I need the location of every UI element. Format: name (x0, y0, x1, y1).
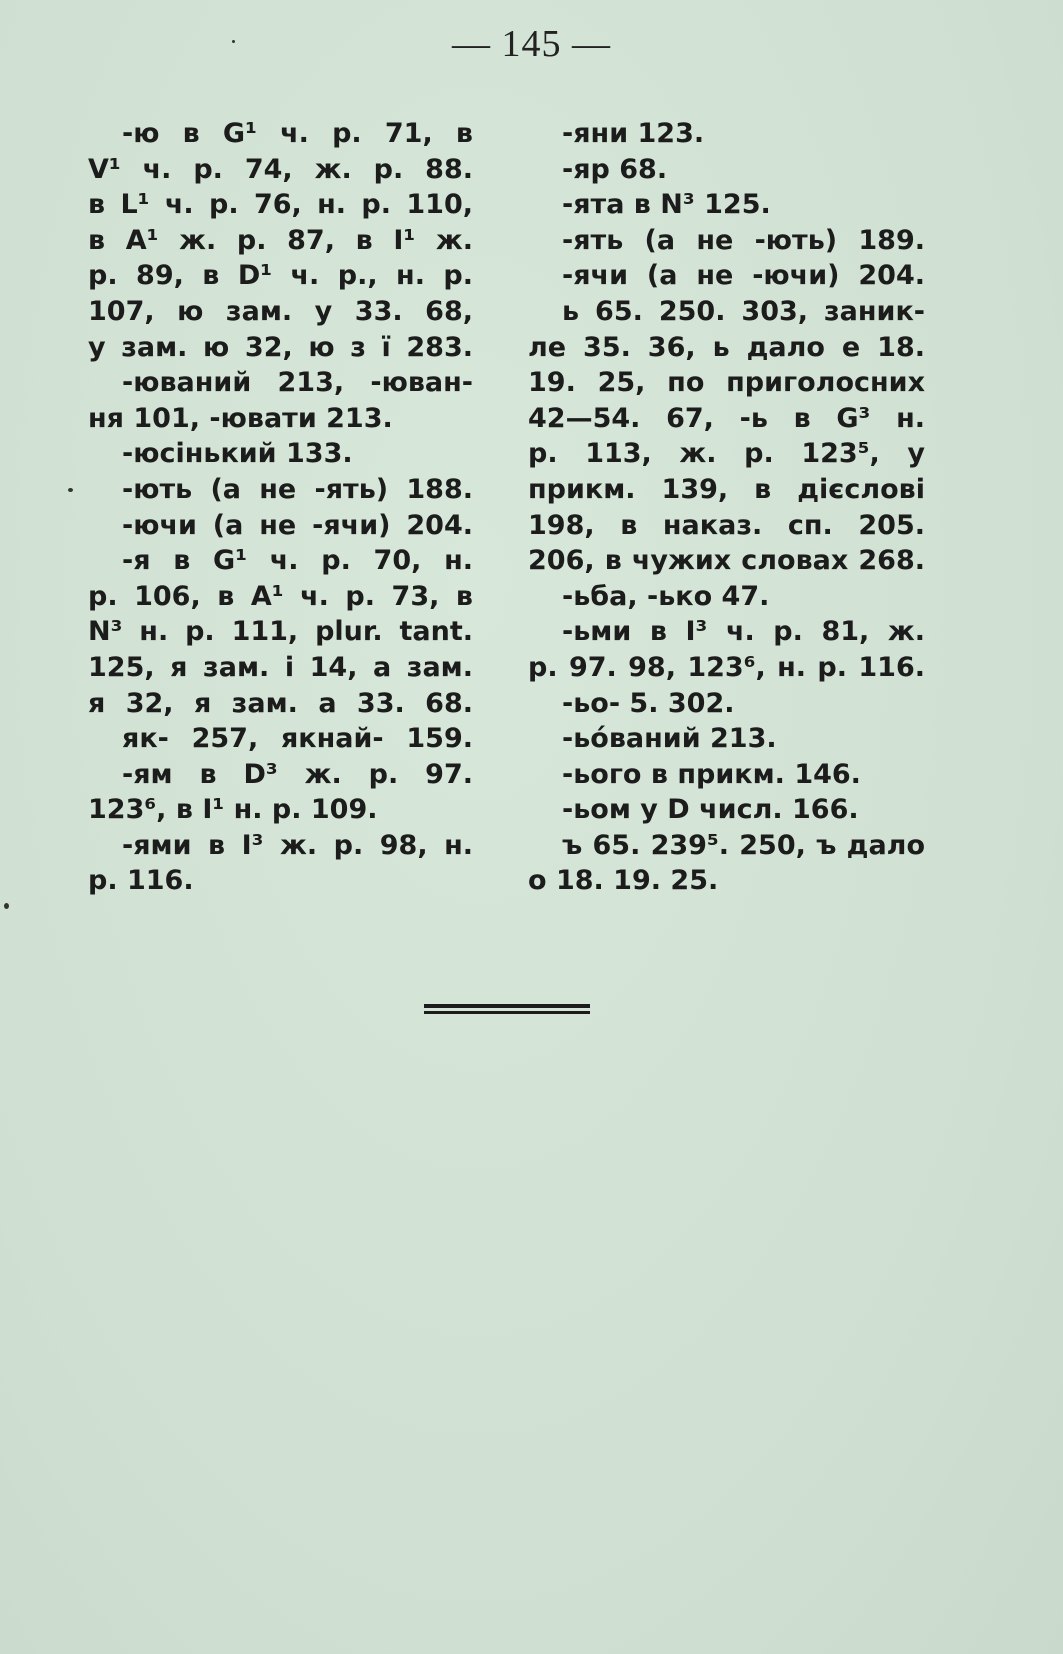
index-entry-line: -ього в прикм. 146. (562, 758, 861, 790)
index-entry-line: о 18. 19. 25. (528, 865, 719, 897)
index-entry-line: 42—54. 67, -ь в G³ н. (528, 402, 925, 434)
index-entry-line: я 32, я зам. а 33. 68. (88, 687, 473, 719)
index-entry-line: 19. 25, по приголосних (528, 367, 925, 399)
index-entry-line: -ям в D³ ж. р. 97. (122, 758, 473, 790)
index-entry-line: ле 35. 36, ь дало е 18. (528, 331, 925, 363)
index-entry-line: V¹ ч. р. 74, ж. р. 88. (88, 153, 473, 185)
index-entry-line: -юсінький 133. (122, 438, 353, 470)
index-entry-line: -ьми в I³ ч. р. 81, ж. (562, 616, 925, 648)
index-entry-line: -ю в G¹ ч. р. 71, в (122, 118, 473, 149)
index-entry-line: -ями в I³ ж. р. 98, н. (122, 829, 473, 861)
index-entry-line: у зам. ю 32, ю з ї 283. (88, 331, 473, 363)
index-entry-line: -ьом у D числ. 166. (562, 794, 859, 826)
index-entry-line: -ьба, -ько 47. (562, 580, 770, 612)
print-speck (232, 40, 235, 43)
index-entry-line: -ьо- 5. 302. (562, 687, 735, 719)
index-column-right (528, 116, 925, 899)
index-entry-line: р. 106, в A¹ ч. р. 73, в (88, 580, 473, 612)
index-entry-line: 123⁶, в I¹ н. р. 109. (88, 794, 378, 826)
rule-line-bottom (424, 1011, 590, 1014)
index-entry-line: в A¹ ж. р. 87, в I¹ ж. (88, 224, 473, 256)
index-column-left (88, 116, 473, 899)
index-entry-line: -ьо́ваний 213. (562, 723, 777, 755)
index-entry-line: -ята в N³ 125. (562, 189, 771, 221)
index-entry-line: -ючи (а не -ячи) 204. (122, 509, 473, 541)
index-entry-line: -ячи (а не -ючи) 204. (562, 260, 925, 292)
index-entry-line: 107, ю зам. у 33. 68, (88, 295, 473, 327)
index-entry-line: -яр 68. (562, 153, 668, 185)
index-entry-line: ъ 65. 239⁵. 250, ъ дало (562, 829, 925, 861)
index-entry-line: -ють (а не -ять) 188. (122, 473, 473, 505)
index-entry-line: р. 97. 98, 123⁶, н. р. 116. (528, 651, 925, 683)
index-entry-line: -я в G¹ ч. р. 70, н. (122, 545, 473, 577)
index-entry-line: як- 257, якнай- 159. (122, 723, 473, 755)
index-entry-line: 198, в наказ. сп. 205. (528, 509, 925, 541)
print-speck (4, 903, 9, 909)
index-entry-line: ня 101, -ювати 213. (88, 402, 393, 434)
index-entry-line: -ять (а не -ють) 189. (562, 224, 925, 256)
index-entry-line: 206, в чужих словах 268. (528, 545, 925, 577)
end-double-rule (424, 1004, 590, 1014)
index-entry-line: ь 65. 250. 303, заник- (562, 295, 925, 327)
index-entry-line: прикм. 139, в дієслові (528, 473, 925, 505)
print-speck (68, 488, 73, 492)
index-entry-line: р. 113, ж. р. 123⁵, у (528, 438, 925, 470)
index-entry-line: р. 116. (88, 865, 194, 897)
index-entry-line: р. 89, в D¹ ч. р., н. р. (88, 260, 473, 292)
rule-line-top (424, 1004, 590, 1008)
index-entry-line: в L¹ ч. р. 76, н. р. 110, (88, 189, 473, 221)
index-entry-line: 125, я зам. і 14, а зам. (88, 651, 473, 683)
index-entry-line: -яни 123. (562, 118, 705, 149)
index-entry-line: -юваний 213, -юван- (122, 367, 473, 399)
page-number: — 145 — (452, 23, 611, 65)
index-entry-line: N³ н. р. 111, plur. tant. (88, 616, 473, 648)
